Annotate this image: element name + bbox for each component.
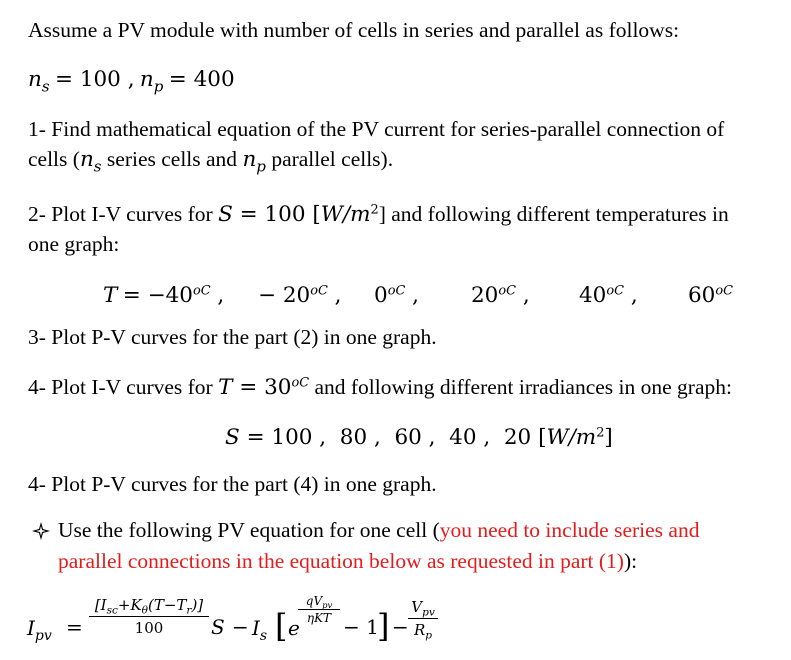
equation-e: e	[288, 616, 300, 640]
note-text-black: Use the following PV equation for one cell (	[58, 518, 440, 542]
q1-np-symbol: n	[242, 147, 257, 172]
q4-T-symbol: T	[218, 375, 233, 400]
equation-minus-2: −	[392, 615, 409, 639]
temperature-item: − $20^{oC}$ ,	[258, 283, 342, 308]
q1-text-c: parallel cells).	[265, 147, 394, 171]
equation-Is: $I_s$	[252, 616, 268, 644]
note-text-red: you need to include series and	[439, 518, 700, 542]
equation-bracket-left: [	[275, 607, 288, 645]
temperature-symbol: T	[103, 283, 118, 308]
irradiance-values: = 100 , 80 , 60 , 40 , 20 [	[239, 425, 547, 450]
equation-exponent: $qV_{pv}$ ηKT	[298, 594, 340, 625]
question-4-line-1	[28, 374, 732, 401]
q1-text-a: cells (	[28, 147, 80, 171]
equation-minus-one: − 1	[343, 615, 379, 639]
irradiance-unit-exponent: 2	[596, 425, 605, 441]
ns-symbol: n	[28, 67, 42, 92]
temperature-item: $40^{oC}$ ,	[579, 283, 638, 308]
irradiance-end: ]	[604, 425, 613, 450]
irradiance-unit: W/m	[546, 425, 597, 450]
temperature-item: $0^{oC}$ ,	[374, 283, 419, 308]
note-text-red-2: parallel connections in the equation below as requested in part (1)	[58, 549, 624, 573]
q1-text-b: series cells and	[101, 147, 243, 171]
q2-S-symbol: S	[218, 202, 233, 227]
equation-fraction-1: $[I_{sc}+K_\theta(T-T_r)]$ 100	[89, 596, 209, 637]
q2-unit: W/m	[320, 202, 371, 227]
equation-equals: =	[66, 615, 83, 639]
ns-subscript: s	[41, 77, 50, 96]
q2-text-b: = 100 [	[232, 202, 321, 227]
irradiance-symbol: S	[225, 425, 240, 450]
np-symbol: n	[139, 67, 154, 92]
np-value: = 400	[168, 67, 235, 92]
equation-fraction-2: $V_{pv}$ $R_p$	[408, 598, 438, 639]
intro-text: Assume a PV module with number of cells in series and parallel as follows:	[28, 18, 680, 42]
q2-text-a: 2- Plot I-V curves for	[28, 202, 219, 226]
q2-text-c: ] and following different temperatures in	[378, 202, 729, 226]
temperature-list	[103, 282, 224, 309]
note-line-1	[58, 517, 699, 543]
q4-text-c: and following different irradiances in one graph:	[309, 375, 732, 399]
temperature-item: $20^{oC}$ ,	[471, 283, 530, 308]
temperature-item: = $-40^{oC}$ ,	[122, 283, 225, 308]
q4-text-b: = 30	[232, 375, 292, 400]
np-subscript: p	[153, 77, 164, 96]
equation-minus-1: −	[232, 615, 249, 639]
question-5: 4- Plot P-V curves for the part (4) in one graph.	[28, 472, 437, 496]
module-parameters	[28, 66, 235, 96]
q1-ns-subscript: s	[93, 157, 102, 176]
note-line-2	[58, 548, 637, 574]
temperature-item: $60^{oC}$	[688, 283, 733, 308]
q4-text-a: 4- Plot I-V curves for	[28, 375, 219, 399]
irradiance-list	[225, 424, 613, 451]
question-2-line-2: one graph:	[28, 232, 120, 256]
equation-lhs: $I_{pv}$	[27, 616, 52, 644]
q2-unit-exponent: 2	[370, 202, 379, 218]
ns-value: = 100 ,	[54, 67, 135, 92]
question-2-line-1	[28, 201, 729, 228]
diamond-bullet-icon	[32, 522, 50, 540]
question-1-line-2	[28, 146, 394, 176]
note-text-black-2: ):	[623, 549, 638, 573]
question-1-line-1: 1- Find mathematical equation of the PV current for series-parallel connection of	[28, 117, 725, 141]
question-3: 3- Plot P-V curves for the part (2) in one graph.	[28, 325, 437, 349]
equation-bracket-right: ]	[377, 607, 390, 645]
equation-S: S	[211, 615, 225, 639]
q1-ns-symbol: n	[79, 147, 94, 172]
q4-degree: oC	[291, 375, 310, 391]
q1-np-subscript: p	[256, 157, 266, 176]
